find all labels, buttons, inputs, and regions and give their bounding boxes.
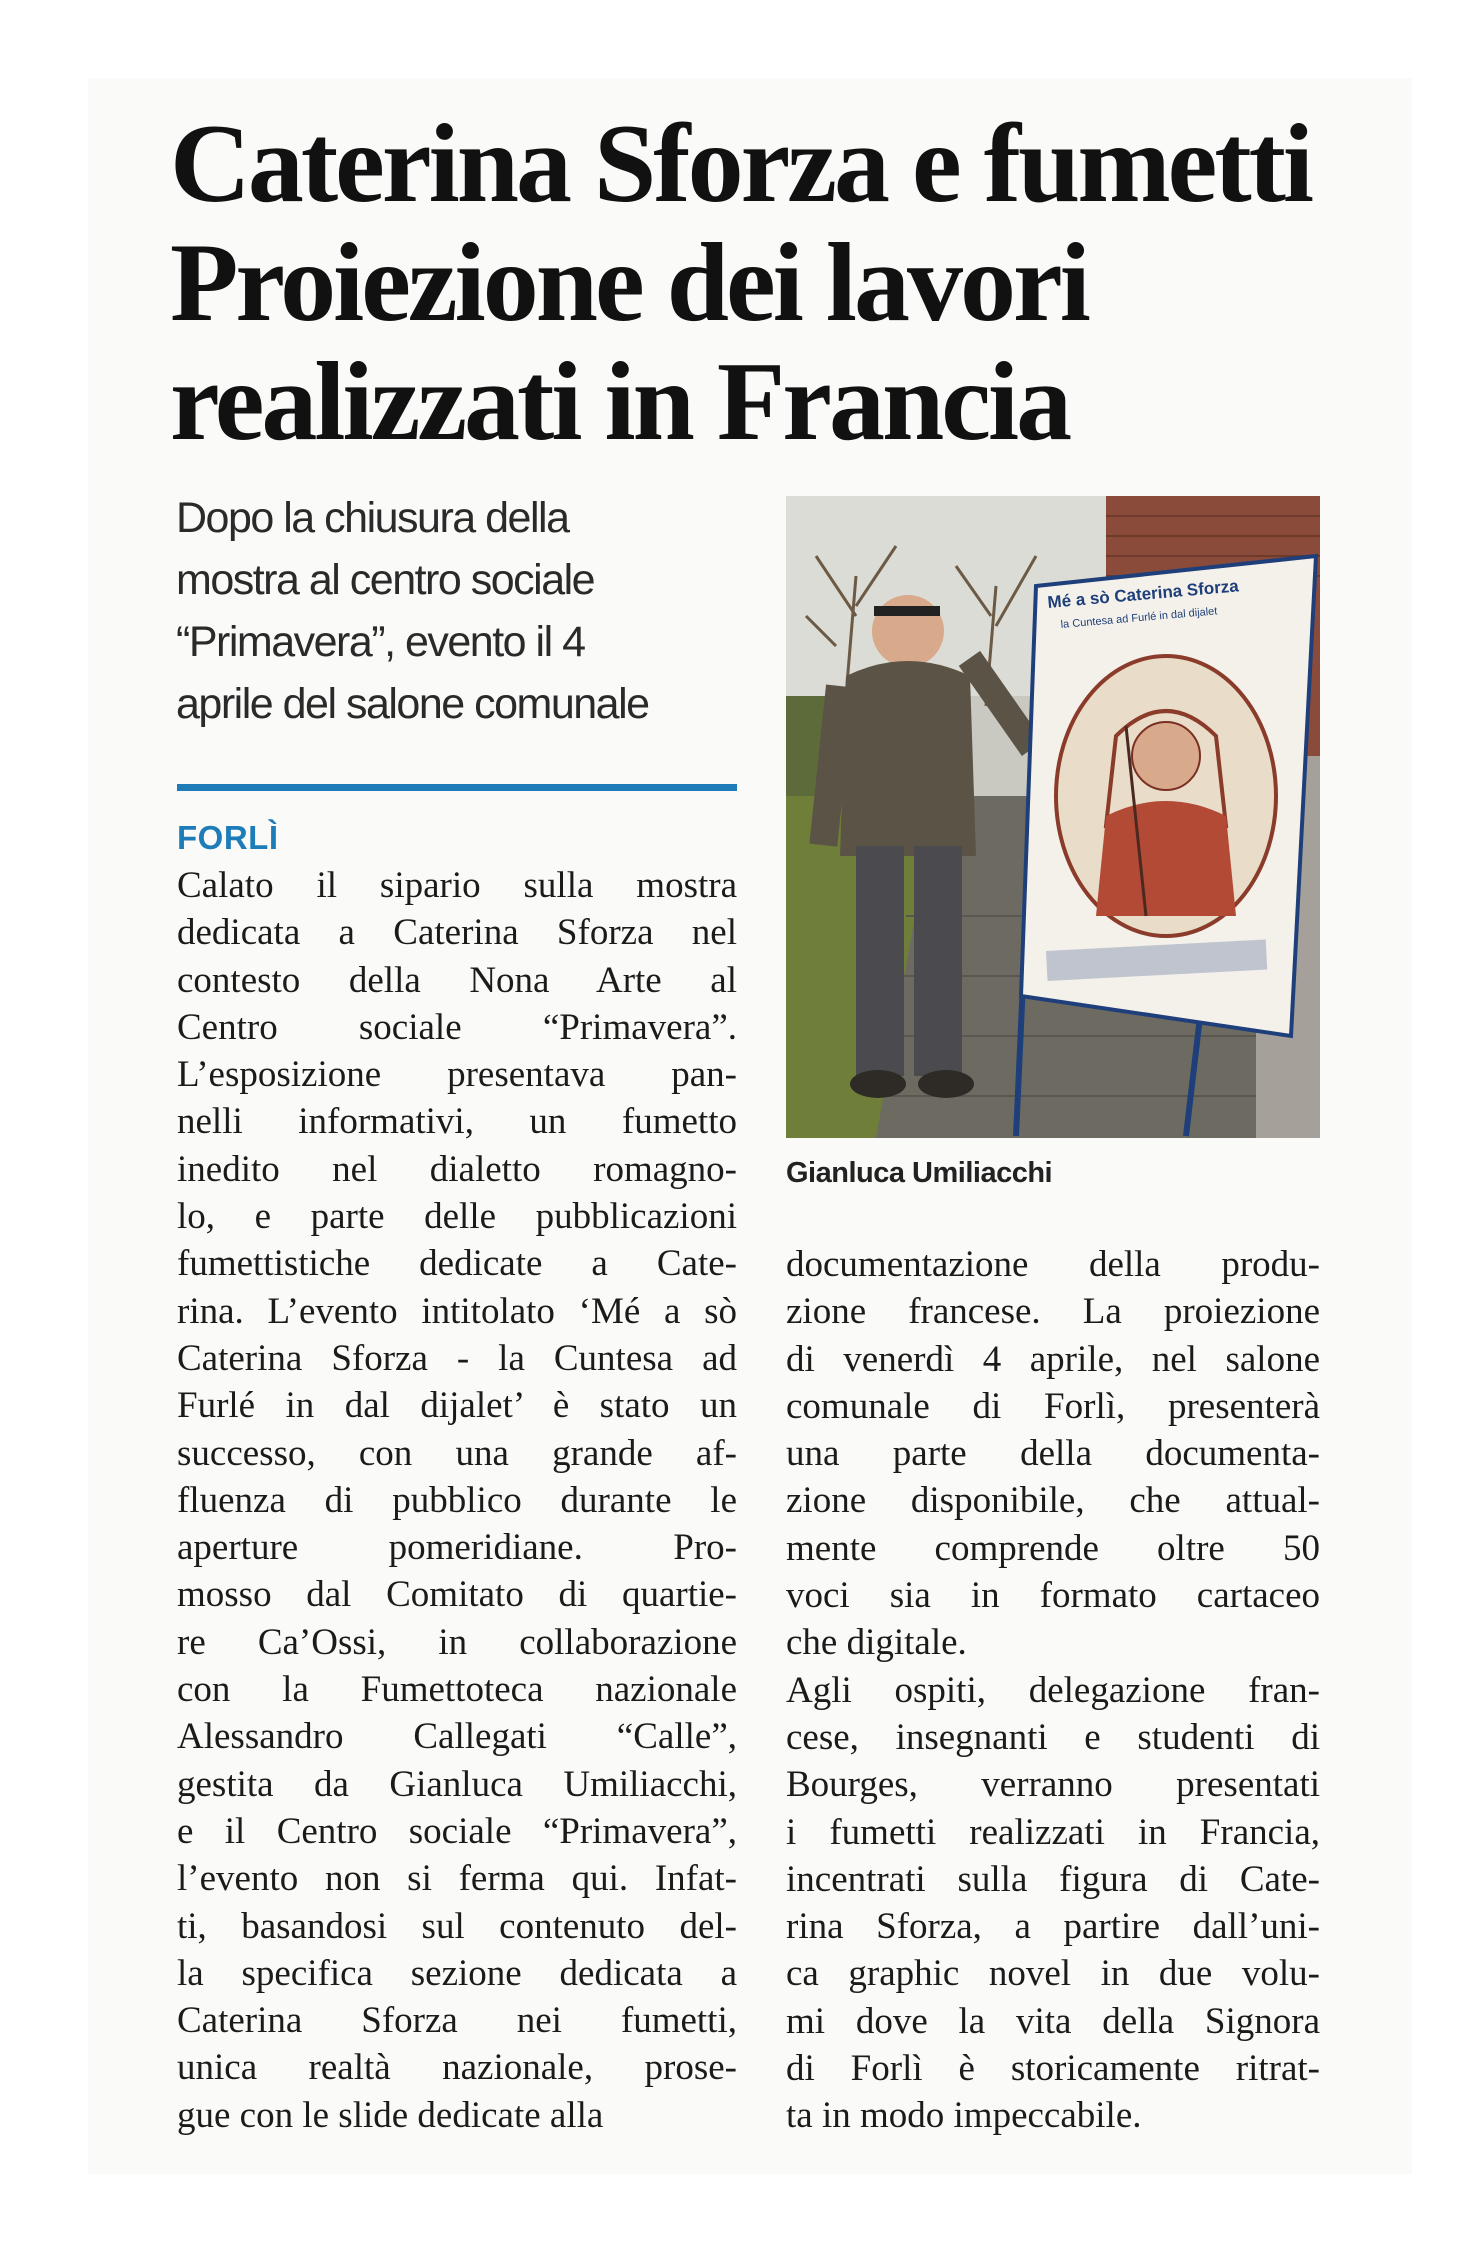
article-line: che digitale. <box>786 1622 967 1664</box>
article-line: incentrati sulla figura di Cate- <box>786 1858 1320 1900</box>
article-line: con la Fumettoteca nazionale <box>177 1669 737 1711</box>
photo-caption: Gianluca Umiliacchi <box>786 1157 1053 1189</box>
subheadline-line: Dopo la chiusura della <box>176 494 569 542</box>
subheadline <box>176 487 756 735</box>
article-line: di Forlì è storicamente ritrat- <box>786 2048 1320 2090</box>
article-line: Bourges, verranno presentati <box>786 1764 1320 1806</box>
article-photo <box>786 496 1320 1138</box>
article-line: re Ca’Ossi, in collaborazione <box>177 1621 737 1663</box>
article-line: comunale di Forlì, presenterà <box>786 1385 1320 1427</box>
article-line: mente comprende oltre 50 <box>786 1527 1320 1569</box>
article-line: Calato il sipario sulla mostra <box>177 865 737 906</box>
section-rule <box>177 784 737 791</box>
poster-title: Mé a sò Caterina Sforza <box>1046 576 1240 612</box>
headline-line: Proiezione dei lavori <box>170 221 1088 345</box>
article-column-1 <box>177 862 737 2139</box>
article-line: successo, con una grande af- <box>177 1432 737 1474</box>
article-line: i fumetti realizzati in Francia, <box>786 1811 1320 1853</box>
article-line: fluenza di pubblico durante le <box>177 1479 737 1521</box>
article-line: Caterina Sforza nei fumetti, <box>177 2000 737 2042</box>
article-line: fumettistiche dedicate a Cate- <box>177 1243 737 1285</box>
headline-line: realizzati in Francia <box>170 340 1070 464</box>
article-line: gue con le slide dedicate alla <box>177 2094 604 2136</box>
poster-subtitle: la Cuntesa ad Furlé in dal dijalet <box>1060 605 1218 631</box>
article-column-2 <box>786 1241 1320 2140</box>
headline <box>170 102 1350 464</box>
article-line: gestita da Gianluca Umiliacchi, <box>177 1763 737 1805</box>
article-line: zione francese. La proiezione <box>786 1291 1320 1333</box>
subheadline-line: “Primavera”, evento il 4 <box>176 618 585 666</box>
article-line: mi dove la vita della Signora <box>786 2000 1320 2042</box>
headline-line: Caterina Sforza e fumetti <box>170 102 1312 226</box>
article-line: ca graphic novel in due volu- <box>786 1953 1320 1995</box>
article-line: documentazione della produ- <box>786 1244 1320 1285</box>
article-line: lo, e parte delle pubblicazioni <box>177 1196 737 1238</box>
article-line: l’evento non si ferma qui. Infat- <box>177 1858 737 1900</box>
article-line: nelli informativi, un fumetto <box>177 1101 737 1143</box>
article-line: e il Centro sociale “Primavera”, <box>177 1810 737 1852</box>
article-line: Agli ospiti, delegazione fran- <box>786 1669 1320 1711</box>
photo-of-man-with-poster <box>786 496 1320 1138</box>
article-line: Caterina Sforza - la Cuntesa ad <box>177 1337 737 1379</box>
article-line: voci sia in formato cartaceo <box>786 1575 1320 1617</box>
article-line: contesto della Nona Arte al <box>177 959 737 1001</box>
article-line: unica realtà nazionale, prose- <box>177 2047 737 2089</box>
article-line: Furlé in dal dijalet’ è stato un <box>177 1385 737 1427</box>
article-line: zione disponibile, che attual- <box>786 1480 1320 1522</box>
subheadline-line: mostra al centro sociale <box>176 556 595 604</box>
article-line: Alessandro Callegati “Calle”, <box>177 1716 737 1758</box>
article-line: la specifica sezione dedicata a <box>177 1952 737 1994</box>
article-line: rina. L’evento intitolato ‘Mé a sò <box>177 1290 737 1332</box>
article-line: una parte della documenta- <box>786 1433 1320 1475</box>
article-line: L’esposizione presentava pan- <box>177 1054 737 1096</box>
subheadline-line: aprile del salone comunale <box>176 680 649 728</box>
article-line: inedito nel dialetto romagno- <box>177 1148 737 1190</box>
article-line: ti, basandosi sul contenuto del- <box>177 1905 737 1947</box>
dateline: FORLÌ <box>177 819 279 856</box>
article-line: di venerdì 4 aprile, nel salone <box>786 1338 1320 1380</box>
article-line: ta in modo impeccabile. <box>786 2095 1142 2137</box>
article-line: aperture pomeridiane. Pro- <box>177 1527 737 1569</box>
article-line: dedicata a Caterina Sforza nel <box>177 912 737 954</box>
article-line: Centro sociale “Primavera”. <box>177 1006 737 1048</box>
article-line: cese, insegnanti e studenti di <box>786 1716 1320 1758</box>
article-line: rina Sforza, a partire dall’uni- <box>786 1906 1320 1948</box>
article-line: mosso dal Comitato di quartie- <box>177 1574 737 1616</box>
